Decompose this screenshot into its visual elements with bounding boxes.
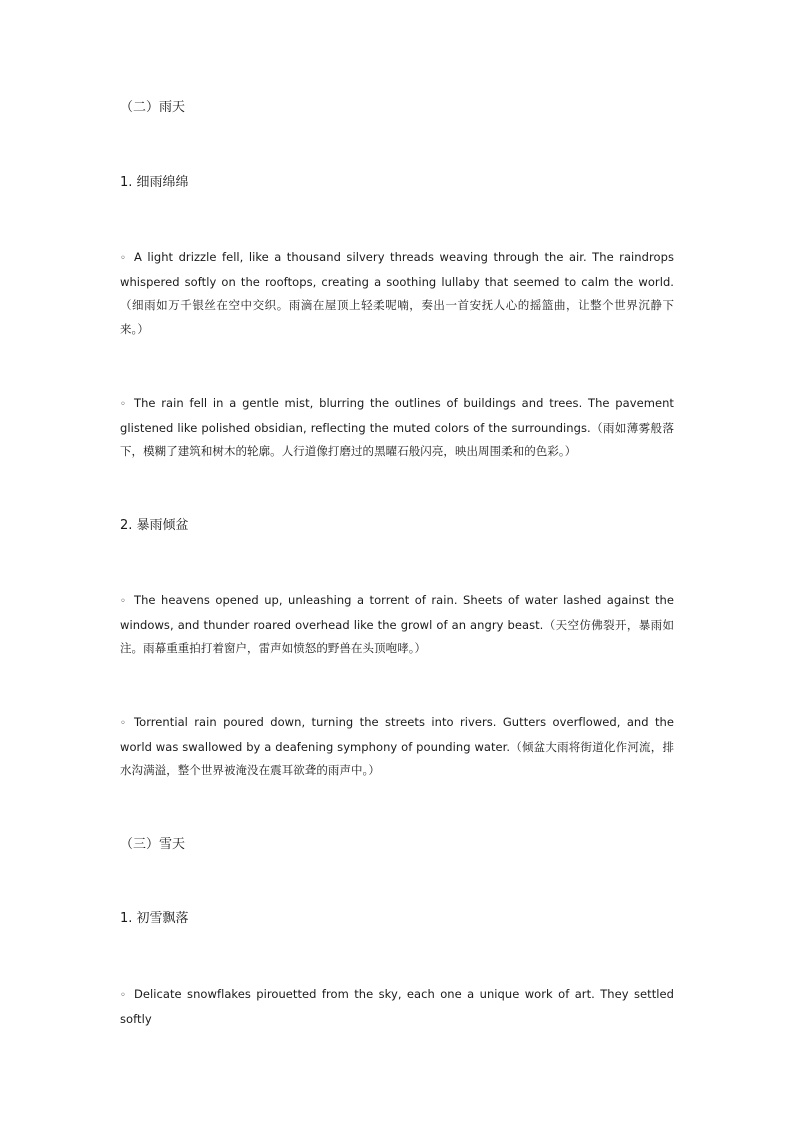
paragraph-text: A light drizzle fell, like a thousand silvery threads weaving through the air. The raindrops whispered softly on the rooftops, creating a soothing lullaby that seemed to calm the world.（细雨如万千银丝在空中交织。雨滴在屋顶上轻柔呢喃，奏出一首安抚人心的摇篮曲，让整个世界沉静下来。） [120, 250, 674, 336]
bullet-icon: ◦ [120, 596, 126, 607]
paragraph-drizzle-1 [120, 246, 674, 341]
paragraph-text: Torrential rain poured down, turning the streets into rivers. Gutters overflowed, and the world was swallowed by a deafening symphony of pounding water.（倾盆大雨将街道化作河流，排水沟满溢，整个世界被淹没在震耳欲聋的雨声中。） [120, 715, 674, 777]
bullet-icon: ◦ [120, 990, 126, 1001]
paragraph-text: Delicate snowflakes pirouetted from the sky, each one a unique work of art. They settled softly [120, 987, 674, 1026]
paragraph-drizzle-2 [120, 392, 674, 464]
bullet-icon: ◦ [120, 399, 126, 410]
subheading-downpour: 2. 暴雨倾盆 [120, 518, 189, 533]
paragraph-downpour-1 [120, 589, 674, 661]
paragraph-first-snow-1 [120, 983, 674, 1026]
paragraph-downpour-2 [120, 711, 674, 783]
subheading-first-snow: 1. 初雪飘落 [120, 911, 189, 926]
section-heading-snow: （三）雪天 [120, 837, 186, 852]
paragraph-text: The rain fell in a gentle mist, blurring the outlines of buildings and trees. The pavement glistened like polished obsidian, reflecting the muted colors of the surroundings.（雨如薄雾般落下，模糊了建筑和树木的轮廓。人行道像打磨过的黑曜石般闪亮，映出周围柔和的色彩。） [120, 396, 674, 458]
section-heading-rain: （二）雨天 [120, 100, 186, 115]
paragraph-text: The heavens opened up, unleashing a torrent of rain. Sheets of water lashed against the windows, and thunder roared overhead like the growl of an angry beast.（天空仿佛裂开，暴雨如注。雨幕重重拍打着窗户，雷声如愤怒的野兽在头顶咆哮。） [120, 593, 674, 655]
bullet-icon: ◦ [120, 253, 126, 264]
bullet-icon: ◦ [120, 718, 126, 729]
subheading-drizzle: 1. 细雨绵绵 [120, 175, 189, 190]
